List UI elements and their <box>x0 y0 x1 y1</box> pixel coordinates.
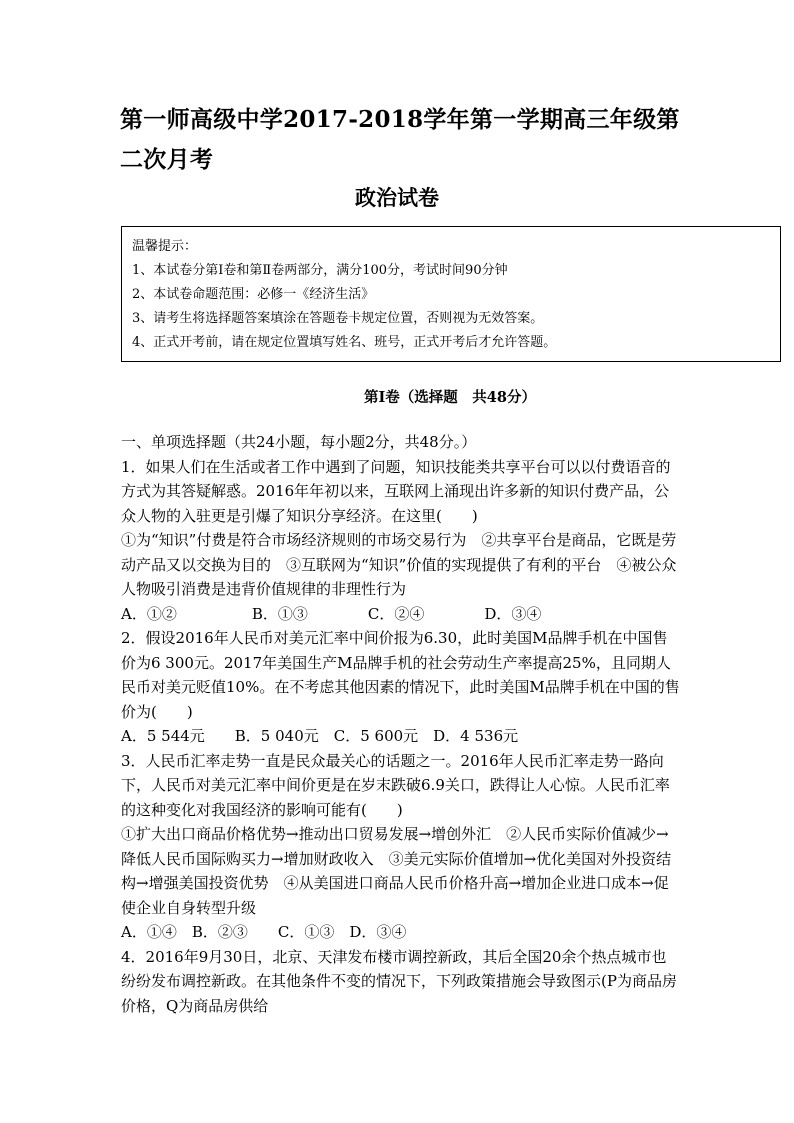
exam-subtitle: 政治试卷 <box>355 185 439 210</box>
notice-item: 3、请考生将选择题答案填涂在答题卷卡规定位置，否则视为无效答案。 <box>132 311 544 326</box>
notice-item: 1、本试卷分第Ⅰ卷和第Ⅱ卷两部分，满分100分，考试时间90分钟 <box>132 263 508 278</box>
question-options: A．5 544元 B．5 040元 C．5 600元 D．4 536元 <box>121 727 519 745</box>
notice-item: 4、正式开考前，请在规定位置填写姓名、班号，正式开考后才允许答题。 <box>132 335 557 350</box>
section-intro: 一、单项选择题（共24小题，每小题2分，共48分。） <box>121 433 477 451</box>
question-body <box>121 430 681 1018</box>
question-stem: 3．人民币汇率走势一直是民众最关心的话题之一。2016年人民币汇率走势一路向下，人民币对美元汇率中间价更是在岁末跌破6.9关口，跌得让人心惊。人民币汇率的这种变化对我国经济的影响可能有( ) <box>121 751 670 819</box>
question-stem: 2．假设2016年人民币对美元汇率中间价报为6.30，此时美国M品牌手机在中国售价为6 300元。2017年美国生产M品牌手机的社会劳动生产率提高25%，且同期人民币对美元贬值10%。在不考虑其他因素的情况下，此时美国M品牌手机在中国的售价为( ) <box>121 629 680 721</box>
exam-title: 第一师高级中学2017-2018学年第一学期高三年级第二次月考 <box>120 106 680 173</box>
notice-item: 2、本试卷命题范围：必修一《经济生活》 <box>132 287 375 302</box>
question-stem: 4．2016年9月30日，北京、天津发布楼市调控新政，其后全国20余个热点城市也纷纷发布调控新政。在其他条件不变的情况下，下列政策措施会导致图示(P为商品房价格，Q为商品房供给 <box>121 947 677 1015</box>
question-options: A．①② B．①③ C．②④ D．③④ <box>121 604 542 623</box>
notice-box <box>121 226 781 362</box>
question-statements: ①扩大出口商品价格优势→推动出口贸易发展→增创外汇 ②人民币实际价值减少→降低人民币国际购买力→增加财政收入 ③美元实际价值增加→优化美国对外投资结构→增强美国投资优势 ④从美国进口商品人民币价格升高→增加企业进口成本→促使企业自身转型升级 <box>121 825 672 917</box>
question-options: A．①④ B．②③ C．①③ D．③④ <box>121 923 407 941</box>
question-stem: 1．如果人们在生活或者工作中遇到了问题，知识技能类共享平台可以以付费语音的方式为其答疑解惑。2016年年初以来，互联网上涌现出许多新的知识付费产品，公众人物的入驻更是引爆了知识分享经济。在这里( ) <box>121 457 671 525</box>
section-title: 第Ⅰ卷（选择题 共48分） <box>364 389 536 406</box>
notice-heading: 温馨提示： <box>132 239 198 254</box>
question-statements: ①为“知识”付费是符合市场经济规则的市场交易行为 ②共享平台是商品，它既是劳动产品又以交换为目的 ③互联网为“知识”价值的实现提供了有利的平台 ④被公众人物吸引消费是违背价值规律的非理性行为 <box>121 531 677 598</box>
